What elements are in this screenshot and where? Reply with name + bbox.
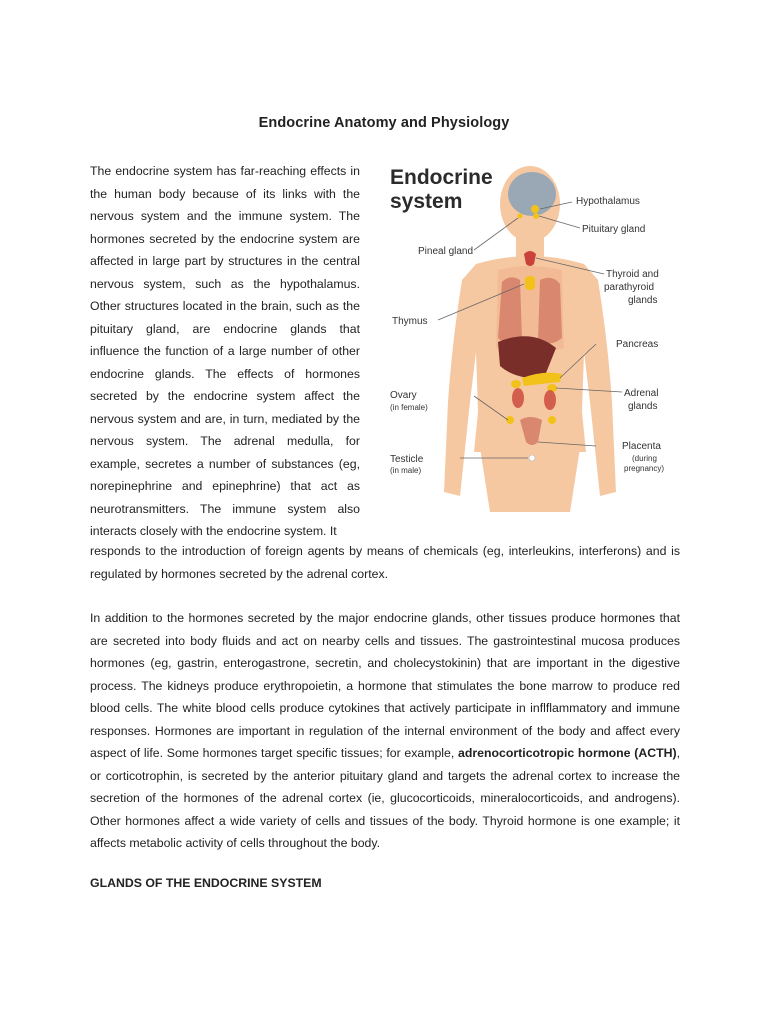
- page-title: Endocrine Anatomy and Physiology: [258, 115, 510, 131]
- pineal-mark: [518, 214, 523, 219]
- label-placenta-sub-2: pregnancy): [624, 464, 665, 473]
- label-pineal: Pineal gland: [418, 246, 474, 257]
- thymus-shape: [525, 276, 535, 290]
- label-placenta: Placenta: [622, 441, 661, 452]
- testicle-mark: [529, 455, 535, 461]
- label-thymus: Thymus: [392, 316, 428, 327]
- ovary-right-mark: [548, 416, 556, 424]
- label-hypothalamus: Hypothalamus: [576, 196, 640, 207]
- adrenal-left-shape: [511, 380, 521, 388]
- label-testicle-sub: (in male): [390, 466, 422, 475]
- label-thyroid-1: Thyroid and: [606, 269, 659, 280]
- label-pituitary: Pituitary gland: [582, 224, 646, 235]
- label-placenta-sub-1: (during: [632, 454, 657, 463]
- body-paragraph-text-2: , or corticotrophin, is secreted by the anterior pituitary gland and targets the adrenal cortex to increase the secretion of the hormones of the adrenal cortex (ie, glucocorticoids, mineralocorticoids, and androgens). Other hormones affect a wide variety of cells and tissues of the body. Thyroid hormone is one example; it affects metabolic activity of cells throughout the body.: [90, 746, 681, 850]
- pineal-leader: [474, 218, 518, 250]
- label-ovary-sub: (in female): [390, 403, 428, 412]
- intro-paragraph-continued: responds to the introduction of foreign agents by means of chemicals (eg, interleukins, interferons) and is regulated by hormones secreted by the adrenal cortex.: [90, 544, 680, 581]
- hypothalamus-mark: [531, 205, 539, 213]
- endocrine-diagram: [384, 152, 680, 520]
- label-adrenal-1: Adrenal: [624, 388, 659, 399]
- label-thyroid-2: parathyroid: [604, 282, 655, 293]
- label-pancreas: Pancreas: [616, 339, 659, 350]
- endocrine-system-figure: [384, 152, 680, 520]
- intro-paragraph: The endocrine system has far-reaching effects in the human body because of its links with the nervous system and the immune system. The hormones secreted by the endocrine system are affected in large part by structures in the central nervous system, such as the hypothalamus. Other structures located in the brain, such as the pituitary gland, are endocrine glands that influence the function of a large number of other endocrine glands. The effects of hormones secreted by the endocrine system affect the nervous system and are, in turn, mediated by the nervous system. The adrenal medulla, for example, secretes a number of substances (eg, norepinephrine and epinephrine) that act as neurotransmitters. The immune system also interacts closely with the endocrine system. It: [90, 164, 360, 538]
- figure-title-line2: system: [390, 190, 463, 213]
- label-ovary: Ovary: [390, 390, 417, 401]
- section-heading-glands: GLANDS OF THE ENDOCRINE SYSTEM: [90, 876, 322, 890]
- right-lung-shape: [538, 278, 562, 344]
- label-adrenal-2: glands: [628, 401, 658, 412]
- acth-term: adrenocorticotropic hormone (ACTH): [458, 746, 677, 760]
- kidney-left-shape: [512, 388, 524, 408]
- pituitary-mark: [533, 213, 539, 219]
- figure-title-line1: Endocrine: [390, 166, 493, 189]
- body-paragraph-text-1: In addition to the hormones secreted by the major endocrine glands, other tissues produce hormones that are secreted into body fluids and act on nearby cells and tissues. The gastrointestinal mucosa produces hormones (eg, gastrin, enterogastrone, secretin, and cholecystokinin) that are important in the digestive process. The kidneys produce erythropoietin, a hormone that stimulates the bone marrow to produce red blood cells. The white blood cells produce cytokines that actively participate in inflflammatory and immune responses. Hormones are important in regulation of the internal environment of the body and affect every aspect of life. Some hormones target specific tissues; for example,: [90, 611, 680, 760]
- body-paragraph: [90, 607, 680, 855]
- label-testicle: Testicle: [390, 454, 424, 465]
- kidney-right-shape: [544, 390, 556, 410]
- ovary-left-mark: [506, 416, 514, 424]
- label-thyroid-3: glands: [628, 295, 658, 306]
